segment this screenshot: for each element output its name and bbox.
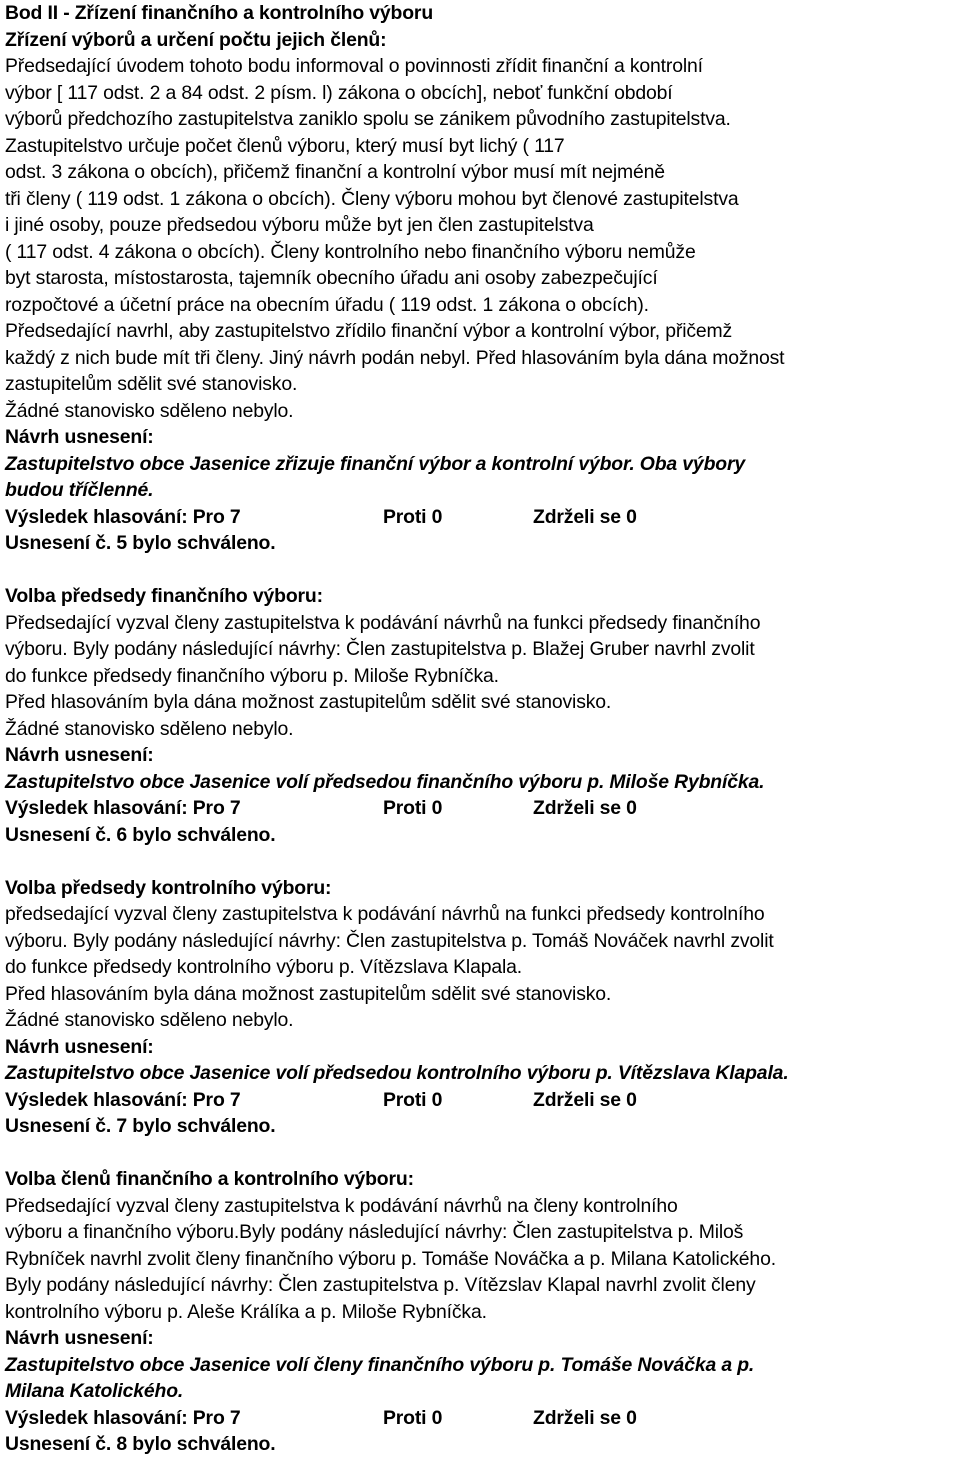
section-committees-establishment: [5, 27, 957, 557]
vote-against: Proti 0: [383, 1088, 443, 1111]
vote-for: Výsledek hlasování: Pro 7: [5, 1088, 241, 1111]
paragraph-line: zastupitelům sdělit své stanovisko.: [5, 373, 298, 395]
paragraph-line: Předsedající navrhl, aby zastupitelstvo zřídilo finanční výbor a kontrolní výbor, přičemž: [5, 320, 733, 342]
section-finance-chair: [5, 583, 957, 848]
paragraph-line: kontrolního výboru p. Aleše Králíka a p. Miloše Rybníčka.: [5, 1300, 487, 1323]
resolution-text: Zastupitelstvo obce Jasenice volí předsedou finančního výboru p. Miloše Rybníčka.: [5, 770, 765, 793]
paragraph-line: byt starosta, místostarosta, tajemník obecního úřadu ani osoby zabezpečující: [5, 267, 658, 289]
paragraph-line: Žádné stanovisko sděleno nebylo.: [5, 717, 294, 740]
paragraph-line: ( 117 odst. 4 zákona o obcích). Členy kontrolního nebo finančního výboru nemůže: [5, 240, 696, 263]
section-title: Volba předsedy finančního výboru:: [5, 585, 323, 607]
vote-abstain: Zdrželi se 0: [533, 797, 637, 819]
paragraph-line: Byly podány následující návrhy: Člen zastupitelstva p. Vítězslav Klapal navrhl zvolit členy: [5, 1274, 756, 1296]
resolution-text: Zastupitelstvo obce Jasenice volí předsedou kontrolního výboru p. Vítězslava Klapala.: [5, 1062, 789, 1084]
paragraph-line: i jiné osoby, pouze předsedou výboru může byt jen člen zastupitelstva: [5, 214, 594, 236]
vote-against: Proti 0: [383, 505, 443, 528]
spacer: [5, 557, 957, 584]
resolution-text: Milana Katolického.: [5, 1380, 184, 1402]
resolution-text: Zastupitelstvo obce Jasenice zřizuje finanční výbor a kontrolní výbor. Oba výbory: [5, 452, 745, 475]
paragraph-line: odst. 3 zákona o obcích), přičemž finanční a kontrolní výbor musí mít nejméně: [5, 161, 665, 183]
paragraph-line: každý z nich bude mít tři členy. Jiný návrh podán nebyl. Před hlasováním byla dána možnost: [5, 346, 785, 369]
paragraph-line: do funkce předsedy finančního výboru p. Miloše Rybníčka.: [5, 664, 499, 687]
vote-abstain: Zdrželi se 0: [533, 1406, 637, 1429]
proposal-label: Návrh usnesení:: [5, 744, 154, 766]
paragraph-line: tři členy ( 119 odst. 1 zákona o obcích). Členy výboru mohou byt členové zastupitelstva: [5, 187, 739, 210]
resolution-approved: Usnesení č. 5 bylo schváleno.: [5, 532, 276, 554]
paragraph-line: Žádné stanovisko sděleno nebylo.: [5, 1009, 294, 1031]
paragraph-line: výbor [ 117 odst. 2 a 84 odst. 2 písm. l) zákona o obcích], neboť funkční období: [5, 81, 673, 104]
vote-for: Výsledek hlasování: Pro 7: [5, 797, 241, 819]
section-control-chair: [5, 875, 957, 1140]
paragraph-line: Zastupitelstvo určuje počet členů výboru, který musí byt lichý ( 117: [5, 134, 565, 157]
paragraph-line: Žádné stanovisko sděleno nebylo.: [5, 399, 294, 422]
vote-against: Proti 0: [383, 797, 443, 819]
paragraph-line: Před hlasováním byla dána možnost zastupitelům sdělit své stanovisko.: [5, 691, 612, 713]
paragraph-line: výboru a finančního výboru.Byly podány následující návrhy: Člen zastupitelstva p. Miloš: [5, 1221, 744, 1243]
agenda-heading: Bod II - Zřízení finančního a kontrolního výboru: [5, 2, 434, 24]
vote-result-row: [5, 504, 957, 531]
vote-result-row: [5, 1405, 957, 1432]
paragraph-line: rozpočtové a účetní práce na obecním úřadu ( 119 odst. 1 zákona o obcích).: [5, 293, 649, 316]
paragraph-line: Před hlasováním byla dána možnost zastupitelům sdělit své stanovisko.: [5, 982, 612, 1005]
spacer: [5, 848, 957, 875]
vote-for: Výsledek hlasování: Pro 7: [5, 1406, 241, 1429]
spacer: [5, 1140, 957, 1167]
vote-abstain: Zdrželi se 0: [533, 505, 637, 528]
section-committee-members: [5, 1166, 957, 1458]
vote-result-row: [5, 795, 957, 822]
paragraph-line: výboru. Byly podány následující návrhy: Člen zastupitelstva p. Blažej Gruber navrhl zvolit: [5, 638, 755, 660]
paragraph-line: Předsedající vyzval členy zastupitelstva k podávání návrhů na členy kontrolního: [5, 1194, 678, 1217]
proposal-label: Návrh usnesení:: [5, 426, 154, 448]
vote-against: Proti 0: [383, 1406, 443, 1429]
section-title: Volba členů finančního a kontrolního výboru:: [5, 1168, 414, 1190]
resolution-approved: Usnesení č. 7 bylo schváleno.: [5, 1115, 276, 1137]
vote-result-row: [5, 1087, 957, 1114]
proposal-label: Návrh usnesení:: [5, 1035, 154, 1058]
paragraph-line: Rybníček navrhl zvolit členy finančního výboru p. Tomáše Nováčka a p. Milana Katolického.: [5, 1247, 776, 1270]
resolution-text: budou tříčlenné.: [5, 479, 154, 501]
proposal-label: Návrh usnesení:: [5, 1327, 154, 1349]
paragraph-line: výborů předchozího zastupitelstva zaniklo spolu se zánikem původního zastupitelstva.: [5, 108, 731, 130]
paragraph-line: předsedající vyzval členy zastupitelstva k podávání návrhů na funkci předsedy kontrolního: [5, 903, 765, 925]
vote-abstain: Zdrželi se 0: [533, 1088, 637, 1111]
resolution-approved: Usnesení č. 8 bylo schváleno.: [5, 1433, 276, 1455]
paragraph-line: do funkce předsedy kontrolního výboru p. Vítězslava Klapala.: [5, 956, 523, 978]
vote-for: Výsledek hlasování: Pro 7: [5, 505, 241, 528]
resolution-approved: Usnesení č. 6 bylo schváleno.: [5, 823, 276, 846]
section-title: Zřízení výborů a určení počtu jejich členů:: [5, 28, 387, 51]
paragraph-line: výboru. Byly podány následující návrhy: Člen zastupitelstva p. Tomáš Nováček navrhl zvolit: [5, 929, 774, 952]
section-title: Volba předsedy kontrolního výboru:: [5, 876, 332, 899]
paragraph-line: Předsedající vyzval členy zastupitelstva k podávání návrhů na funkci předsedy finančního: [5, 611, 761, 634]
resolution-text: Zastupitelstvo obce Jasenice volí členy finančního výboru p. Tomáše Nováčka a p.: [5, 1353, 755, 1376]
document-page: [5, 0, 957, 1458]
paragraph-line: Předsedající úvodem tohoto bodu informoval o povinnosti zřídit finanční a kontrolní: [5, 55, 703, 77]
